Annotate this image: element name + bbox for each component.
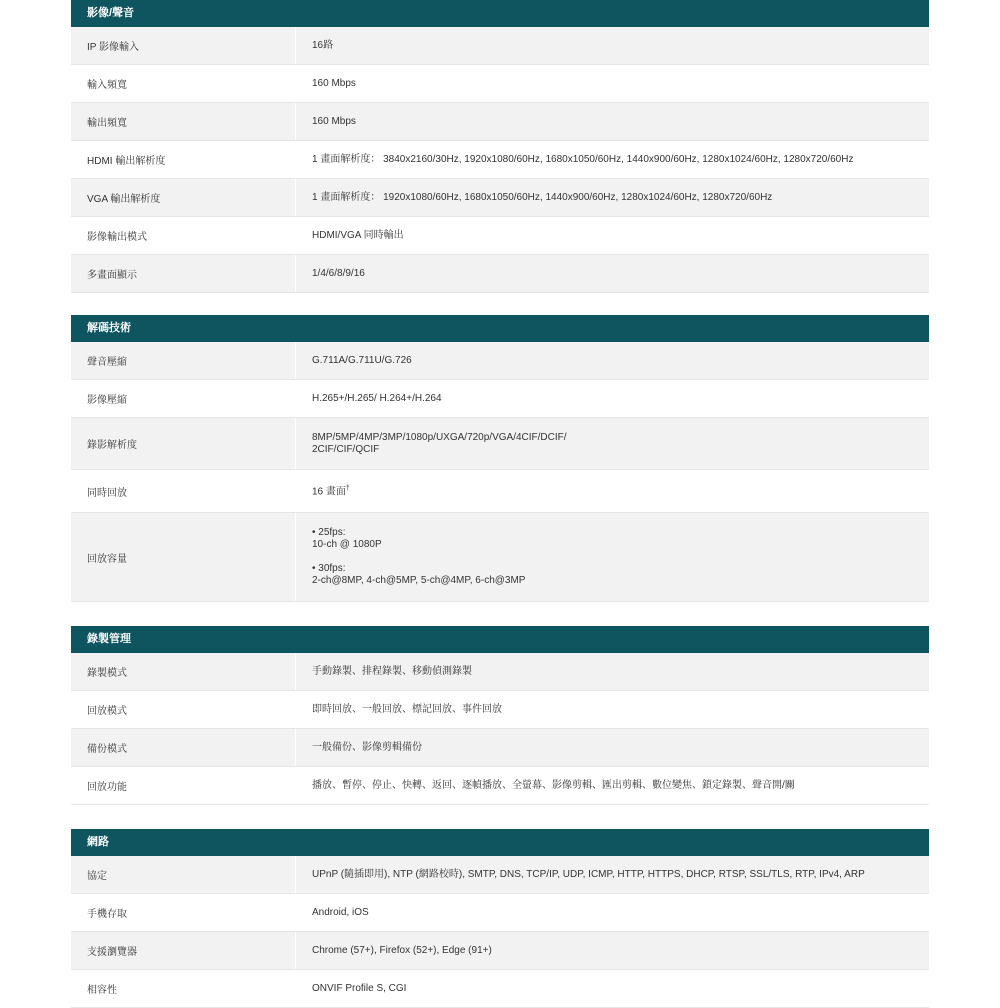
row-label: 多畫面顯示 <box>71 255 296 292</box>
row-value <box>296 432 567 456</box>
table-row <box>71 380 929 418</box>
row-value: 160 Mbps <box>312 115 356 127</box>
table-row <box>71 103 929 141</box>
table-row <box>71 65 929 103</box>
table-row <box>71 513 929 602</box>
section-video-audio <box>71 0 929 293</box>
row-label: 回放模式 <box>71 691 296 728</box>
value-line: • 30fps: <box>312 563 346 574</box>
row-value: H.265+/H.265/ H.264+/H.264 <box>312 392 442 404</box>
row-label: 手機存取 <box>71 894 296 931</box>
row-label: 錄影解析度 <box>71 418 296 469</box>
row-label: HDMI 輸出解析度 <box>71 141 296 178</box>
row-label: 協定 <box>71 856 296 893</box>
row-value: UPnP (隨插即用), NTP (網路校時), SMTP, DNS, TCP/IP, UDP, ICMP, HTTP, HTTPS, DHCP, RTSP, SSL/TLS, RTP, IPv4, ARP <box>312 868 865 880</box>
value-line: • 25fps: <box>312 527 346 538</box>
row-value: Android, iOS <box>312 906 369 918</box>
row-label: 相容性 <box>71 970 296 1007</box>
row-label: 同時回放 <box>71 470 296 512</box>
row-label: 支援瀏覽器 <box>71 932 296 969</box>
row-label: 輸入頻寬 <box>71 65 296 102</box>
value-line: 10-ch @ 1080P <box>312 539 382 550</box>
section-header: 錄製管理 <box>71 626 929 653</box>
table-row <box>71 141 929 179</box>
row-value <box>296 483 350 498</box>
row-value <box>296 527 525 587</box>
table-row <box>71 767 929 805</box>
table-row <box>71 470 929 513</box>
table-row <box>71 970 929 1008</box>
table-row <box>71 856 929 894</box>
value-line: 2CIF/CIF/QCIF <box>312 443 380 455</box>
table-row <box>71 418 929 470</box>
section-decoding <box>71 315 929 602</box>
value-text: 16 畫面 <box>312 486 346 498</box>
row-label: 影像輸出模式 <box>71 217 296 254</box>
row-label: 錄製模式 <box>71 653 296 690</box>
row-value: 即時回放、一般回放、標記回放、事件回放 <box>312 703 502 715</box>
footnote-mark: † <box>345 485 350 493</box>
row-value: 1/4/6/8/9/16 <box>312 267 365 279</box>
row-value: 手動錄製、排程錄製、移動偵測錄製 <box>312 665 472 677</box>
spec-table <box>71 0 929 1008</box>
row-value: 160 Mbps <box>312 77 356 89</box>
row-label: VGA 輸出解析度 <box>71 179 296 216</box>
table-row <box>71 342 929 380</box>
row-label: IP 影像輸入 <box>71 27 296 64</box>
table-row <box>71 932 929 970</box>
table-row <box>71 179 929 217</box>
row-value: 16路 <box>312 39 334 51</box>
row-label: 回放功能 <box>71 767 296 804</box>
row-value: 1 畫面解析度： 3840x2160/30Hz, 1920x1080/60Hz, 1680x1050/60Hz, 1440x900/60Hz, 1280x1024/60Hz, 1280x720/60Hz <box>312 153 854 165</box>
row-value: Chrome (57+), Firefox (52+), Edge (91+) <box>312 944 492 956</box>
row-label: 輸出頻寬 <box>71 103 296 140</box>
table-row <box>71 217 929 255</box>
row-value: 播放、暫停、停止、快轉、返回、逐幀播放、全螢幕、影像剪輯、匯出剪輯、數位變焦、鎖定錄製、聲音開/關 <box>312 779 795 791</box>
section-network <box>71 829 929 1008</box>
row-value: HDMI/VGA 同時輸出 <box>312 229 404 241</box>
table-row <box>71 653 929 691</box>
value-line: 8MP/5MP/4MP/3MP/1080p/UXGA/720p/VGA/4CIF/DCIF/ <box>312 431 567 443</box>
table-row <box>71 894 929 932</box>
row-value: ONVIF Profile S, CGI <box>312 982 407 994</box>
section-header: 影像/聲音 <box>71 0 929 27</box>
section-recording <box>71 626 929 805</box>
table-row <box>71 255 929 293</box>
row-value: 1 畫面解析度： 1920x1080/60Hz, 1680x1050/60Hz, 1440x900/60Hz, 1280x1024/60Hz, 1280x720/60Hz <box>312 191 773 203</box>
spacer <box>312 551 525 563</box>
row-label: 備份模式 <box>71 729 296 766</box>
table-row <box>71 691 929 729</box>
value-line: 2-ch@8MP, 4-ch@5MP, 5-ch@4MP, 6-ch@3MP <box>312 575 526 586</box>
row-label: 聲音壓縮 <box>71 342 296 379</box>
section-header: 解碼技術 <box>71 315 929 342</box>
row-label: 回放容量 <box>71 513 296 601</box>
section-header: 網路 <box>71 829 929 856</box>
row-value: G.711A/G.711U/G.726 <box>312 354 412 366</box>
row-value: 一般備份、影像剪輯備份 <box>312 741 422 753</box>
row-label: 影像壓縮 <box>71 380 296 417</box>
table-row <box>71 729 929 767</box>
table-row <box>71 27 929 65</box>
